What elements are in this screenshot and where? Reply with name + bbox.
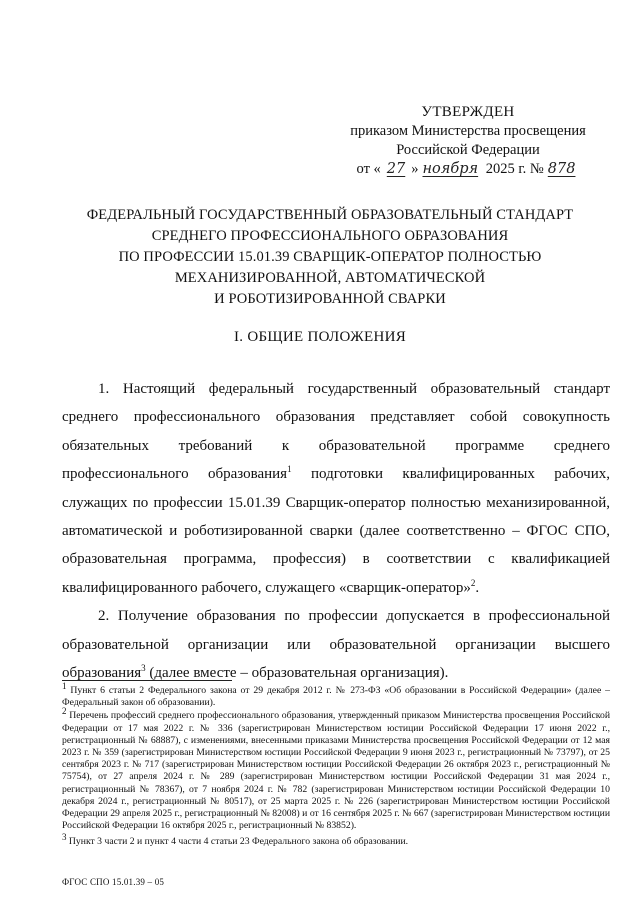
handwritten-day: 27 (386, 161, 406, 177)
footnote-ref-2: 2 (470, 577, 476, 588)
date-separator: » (411, 161, 419, 177)
paragraph-1 (62, 375, 610, 602)
paragraph-2-text-b: (далее вместе – образовательная организация). (145, 665, 449, 682)
footnote-1 (62, 680, 610, 709)
title-line-4: МЕХАНИЗИРОВАННОЙ, АВТОМАТИЧЕСКОЙ (174, 270, 486, 286)
footnote-1-mark: 1 (62, 680, 67, 691)
footnote-2-mark: 2 (62, 706, 67, 717)
footer-code: ФГОС СПО 15.01.39 – 05 (62, 877, 165, 887)
footnote-ref-3: 3 (141, 663, 146, 674)
section-heading: I. ОБЩИЕ ПОЛОЖЕНИЯ (233, 329, 407, 345)
paragraph-1-text-b: подготовки квалифицированных рабочих, служащих по профессии 15.01.39 Сварщик-оператор полностью механизированной, автоматической и роботизированной сварки (далее соответственно – ФГОС СПО, образовательная программа, профессия) в соответствии с квалификацией квалифицированного рабочего, служащего «сварщик-оператор» (62, 466, 610, 596)
footnotes (62, 680, 610, 850)
footnote-ref-1: 1 (287, 464, 292, 475)
approval-title: УТВЕРЖДЕН (421, 104, 515, 120)
footnote-1-text: Пункт 6 статьи 2 Федерального закона от 29 декабря 2012 г. № 273-ФЗ «Об образовании в Российской Федерации» (далее – Федеральный закон об образовании). (62, 685, 610, 709)
title-line-1: ФЕДЕРАЛЬНЫЙ ГОСУДАРСТВЕННЫЙ ОБРАЗОВАТЕЛЬНЫЙ СТАНДАРТ (86, 207, 574, 223)
paragraph-2 (62, 602, 610, 687)
title-line-3: ПО ПРОФЕССИИ 15.01.39 СВАРЩИК-ОПЕРАТОР ПОЛНОСТЬЮ (118, 249, 542, 265)
title-line-5: И РОБОТИЗИРОВАННОЙ СВАРКИ (214, 291, 446, 307)
footnote-divider (62, 680, 232, 681)
paragraph-1-text-c: . (475, 579, 480, 596)
footnote-3-text: Пункт 3 части 2 и пункт 4 части 4 статьи 23 Федерального закона об образовании. (66, 836, 409, 848)
handwritten-order-number: 878 (547, 161, 576, 177)
footnote-3-mark: 3 (62, 832, 67, 843)
title-line-2: СРЕДНЕГО ПРОФЕССИОНАЛЬНОГО ОБРАЗОВАНИЯ (151, 228, 509, 244)
document-title (40, 205, 620, 310)
paragraph-1-text-a: 1. Настоящий федеральный государственный образовательный стандарт среднего профессионального образования представляет собой совокупность обязательных требований к образовательной программе среднего профессионального образования (62, 381, 610, 483)
footnote-3 (62, 832, 610, 848)
footnote-2 (62, 706, 610, 832)
footnote-2-text: Перечень профессий среднего профессионального образования, утвержденный приказом Министерства просвещения Российской Федерации от 17 мая 2022 г. № 336 (зарегистрирован Министерством юстиции Российской Федерации 17 июня 2022 г., регистрационный № 68887), с изменениями, внесенными приказами Министерства просвещения Российской Федерации от 12 мая 2023 г. № 359 (зарегистрирован Министерством юстиции Российской Федерации 9 июня 2023 г., регистрационный № 73797), от 25 сентября 2023 г. № 717 (зарегистрирован Министерством юстиции Российской Федерации 26 октября 2023 г., регистрационный № 75754), от 27 апреля 2024 г. № 289 (зарегистрирован Министерством юстиции Российской Федерации 31 мая 2024 г., регистрационный № 78367), от 7 ноября 2024 г. № 782 (зарегистрирован Министерством юстиции Российской Федерации 10 декабря 2024 г., регистрационный № 80517), от 25 марта 2025 г. № 226 (зарегистрирован Министерством юстиции Российской Федерации 29 апреля 2025 г., регистрационный № 82008) и от 16 сентября 2025 г. № 667 (зарегистрирован Министерством юстиции Российской Федерации 16 октября 2025 г., регистрационный № 83852). (62, 710, 610, 832)
handwritten-month: ноября (422, 161, 479, 177)
approval-date-line (318, 160, 618, 179)
body-text (62, 375, 610, 687)
date-year: 2025 г. № (485, 161, 544, 177)
approval-line-2: Российской Федерации (396, 142, 540, 158)
paragraph-2-text-a: 2. Получение образования по профессии допускается в профессиональной образовательной организации или образовательной организации высшего образования (62, 608, 610, 682)
date-prefix: от « (356, 161, 381, 177)
approval-block (318, 103, 618, 179)
approval-line-1: приказом Министерства просвещения (350, 123, 586, 139)
